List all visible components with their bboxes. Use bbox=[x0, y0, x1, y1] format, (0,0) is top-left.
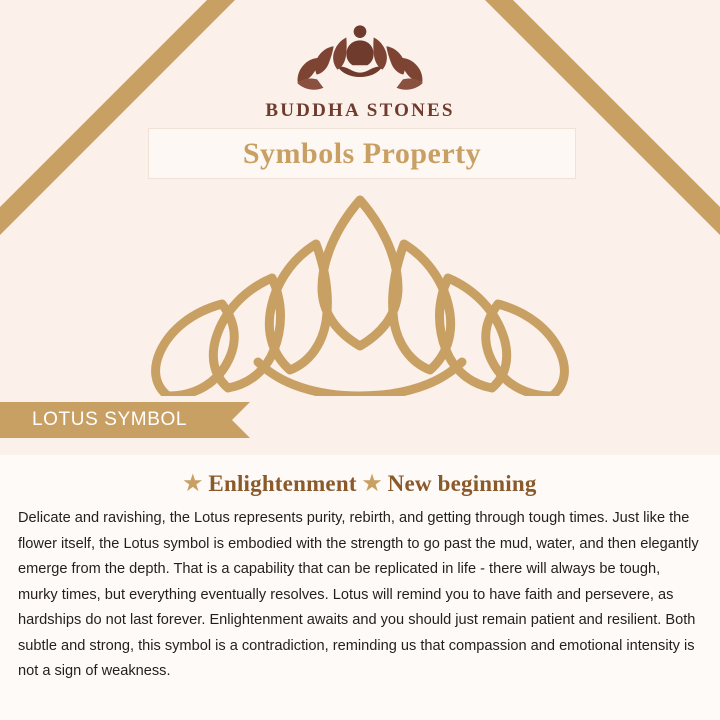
description-paragraph: Delicate and ravishing, the Lotus represents purity, rebirth, and getting through tough times. Just like the flower itself, the Lotus symbol is embodied with the strength to go past the mud, water, and then elegantly emerge from the depth. That is a capability that can be replicated in life - there will always be tough, murky times, but everything eventually resolves. Lotus will remind you to have faith and persevere, as hardships do not last forever. Enlightenment awaits and you should just remain patient and resilient. Both subtle and strong, this symbol is a contradiction, reminding us that compassion and emotional intensity is not a sign of weakness. bbox=[18, 510, 699, 679]
star-left-icon: ★ bbox=[183, 471, 203, 495]
subtitle-part-one: Enlightenment bbox=[208, 471, 357, 496]
brand-header bbox=[0, 18, 720, 122]
description-panel bbox=[0, 455, 720, 720]
lotus-flower-icon bbox=[150, 186, 570, 396]
section-subtitle bbox=[0, 471, 720, 497]
lotus-meditation-figure-icon bbox=[285, 18, 435, 96]
page-title: Symbols Property bbox=[242, 136, 482, 170]
brand-name: BUDDHA STONES bbox=[265, 100, 455, 121]
ribbon-label: LOTUS SYMBOL bbox=[32, 409, 188, 430]
star-right-icon: ★ bbox=[362, 471, 382, 495]
title-bar bbox=[148, 128, 576, 179]
subtitle-part-two: New beginning bbox=[387, 471, 537, 496]
lotus-symbol-ribbon bbox=[0, 402, 232, 438]
lotus-illustration bbox=[0, 186, 720, 396]
